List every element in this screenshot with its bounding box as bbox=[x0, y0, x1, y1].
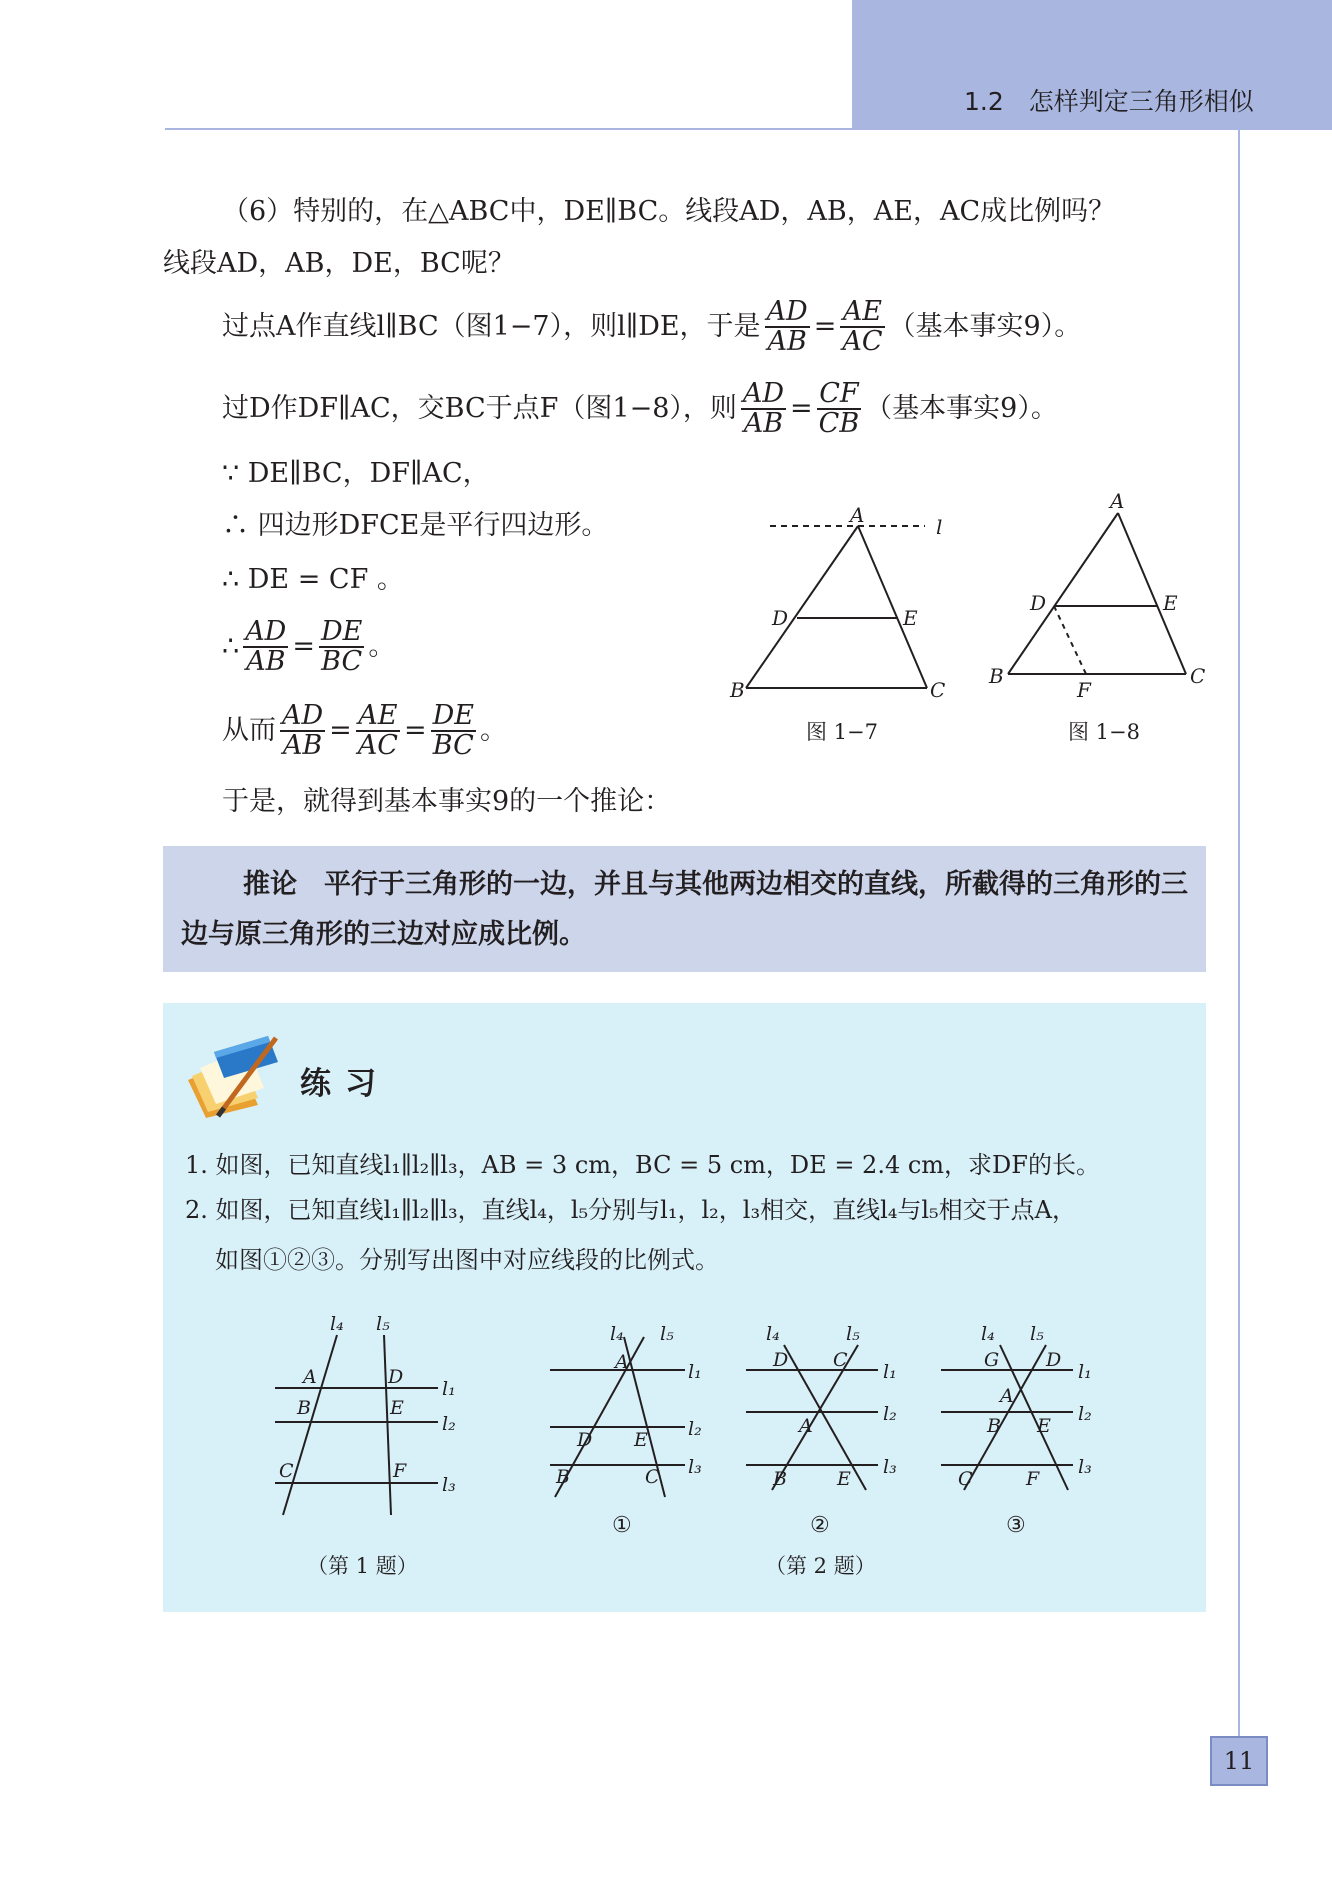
figure-1-7-1-8 bbox=[700, 480, 1230, 750]
section-title: 1.2 怎样判定三角形相似 bbox=[964, 87, 1254, 116]
line-basic-fact-1: 过点A作直线l∥BC（图1−7），则l∥DE，于是 $\frac{AD}{AB}$ = $\frac{AE}{AC}$ （基本事实9）。 bbox=[222, 296, 1082, 358]
q6-line2: 线段AD，AB，DE，BC呢？ bbox=[163, 248, 515, 279]
svg-text:E: E bbox=[837, 1468, 851, 1490]
line-de-eq-cf: ∴ DE = CF 。 bbox=[222, 564, 404, 595]
figure-1-7-caption: 图 1−7 bbox=[806, 720, 878, 744]
svg-text:l₄: l₄ bbox=[981, 1323, 995, 1345]
svg-text:D: D bbox=[388, 1366, 404, 1388]
header-rule bbox=[165, 128, 853, 130]
fraction: $\frac{AE}{AC}$ bbox=[357, 700, 398, 762]
notebook-pencil-icon bbox=[178, 1030, 288, 1120]
fraction: $\frac{AD}{AB}$ bbox=[742, 378, 785, 440]
sub-figure-2-label: ② bbox=[810, 1513, 830, 1538]
label-d: D bbox=[772, 606, 789, 630]
line-corollary-intro: 于是，就得到基本事实9的一个推论： bbox=[222, 786, 672, 817]
svg-text:l₁: l₁ bbox=[1078, 1361, 1092, 1383]
margin-rule bbox=[1238, 130, 1240, 1755]
line-l5-fig1 bbox=[384, 1335, 391, 1515]
svg-text:C: C bbox=[958, 1468, 973, 1490]
svg-text:C: C bbox=[645, 1466, 660, 1488]
fraction: $\frac{AE}{AC}$ bbox=[842, 296, 883, 358]
svg-text:F: F bbox=[1026, 1468, 1040, 1490]
label-c-2: C bbox=[1190, 664, 1206, 688]
svg-text:l₃: l₃ bbox=[688, 1456, 702, 1478]
svg-text:E: E bbox=[390, 1397, 404, 1419]
label-e-2: E bbox=[1163, 591, 1178, 615]
exercise-q2-line1: 2. 如图，已知直线l₁∥l₂∥l₃，直线l₄，l₅分别与l₁，l₂，l₃相交，直线l₄与l₅相交于点A， bbox=[185, 1196, 1076, 1224]
svg-text:A: A bbox=[1000, 1385, 1014, 1407]
svg-text:l₂: l₂ bbox=[883, 1403, 897, 1425]
exercise-q1: 1. 如图，已知直线l₁∥l₂∥l₃，AB = 3 cm，BC = 5 cm，DE = 2.4 cm，求DF的长。 bbox=[185, 1151, 1100, 1179]
svg-text:A: A bbox=[303, 1366, 317, 1388]
svg-text:G: G bbox=[984, 1349, 1000, 1371]
exercise-q2-line2: 如图①②③。分别写出图中对应线段的比例式。 bbox=[215, 1246, 719, 1274]
page-number: 11 bbox=[1210, 1736, 1268, 1786]
label-l: l bbox=[936, 515, 943, 539]
q6-line1: （6）特别的，在△ABC中，DE∥BC。线段AD，AB，AE，AC成比例吗？ bbox=[222, 196, 1116, 227]
svg-text:l₂: l₂ bbox=[1078, 1403, 1092, 1425]
svg-text:l₁: l₁ bbox=[442, 1378, 456, 1400]
label-e: E bbox=[903, 606, 918, 630]
corollary-box bbox=[163, 846, 1206, 972]
svg-text:l₄: l₄ bbox=[766, 1323, 780, 1345]
svg-text:l₅: l₅ bbox=[376, 1313, 390, 1335]
sub-figure-1-label: ① bbox=[612, 1513, 632, 1538]
segment-df-dashed bbox=[1054, 606, 1086, 674]
svg-text:l₁: l₁ bbox=[688, 1361, 702, 1383]
svg-text:D: D bbox=[577, 1429, 593, 1451]
svg-text:D: D bbox=[1046, 1349, 1062, 1371]
svg-text:B: B bbox=[297, 1397, 311, 1419]
svg-text:l₄: l₄ bbox=[330, 1313, 344, 1335]
svg-text:C: C bbox=[833, 1349, 848, 1371]
exercise-diagrams bbox=[260, 1305, 1120, 1555]
svg-text:l₃: l₃ bbox=[1078, 1456, 1092, 1478]
svg-text:l₁: l₁ bbox=[883, 1361, 897, 1383]
svg-text:E: E bbox=[1037, 1415, 1051, 1437]
svg-text:l₂: l₂ bbox=[442, 1413, 456, 1435]
figure-q2-caption: （第 2 题） bbox=[765, 1554, 876, 1578]
fraction: $\frac{AD}{AB}$ bbox=[766, 296, 808, 358]
label-a: A bbox=[850, 503, 865, 527]
corollary-text: 推论 平行于三角形的一边，并且与其他两边相交的直线，所截得的三角形的三边与原三角形的三边对应成比例。 bbox=[181, 869, 1188, 950]
fraction: $\frac{DE}{BC}$ bbox=[432, 700, 474, 762]
segment-ab-2 bbox=[1008, 513, 1118, 674]
svg-text:D: D bbox=[773, 1349, 789, 1371]
svg-text:B: B bbox=[987, 1415, 1001, 1437]
svg-text:l₂: l₂ bbox=[688, 1418, 702, 1440]
sub-figure-3-label: ③ bbox=[1006, 1513, 1026, 1538]
fraction: $\frac{AD}{AB}$ bbox=[245, 616, 287, 678]
fraction: $\frac{AD}{AB}$ bbox=[282, 700, 324, 762]
svg-text:l₄: l₄ bbox=[610, 1323, 624, 1345]
label-b-2: B bbox=[989, 664, 1004, 688]
exercise-title: 练习 bbox=[300, 1066, 390, 1102]
figure-q1-caption: （第 1 题） bbox=[307, 1554, 418, 1578]
line-ratio-2: 从而 $\frac{AD}{AB}$ = $\frac{AE}{AC}$ = $\frac{DE}{BC}$ 。 bbox=[222, 700, 507, 762]
label-a-2: A bbox=[1110, 489, 1125, 513]
label-f-2: F bbox=[1077, 678, 1091, 702]
svg-text:C: C bbox=[279, 1460, 294, 1482]
label-c: C bbox=[930, 678, 946, 702]
segment-ab bbox=[746, 526, 858, 688]
line-because: ∵ DE∥BC，DF∥AC， bbox=[222, 458, 490, 489]
label-b: B bbox=[730, 678, 745, 702]
label-d-2: D bbox=[1030, 591, 1047, 615]
line-l4-sub2 bbox=[784, 1345, 866, 1490]
svg-text:l₅: l₅ bbox=[1030, 1323, 1044, 1345]
line-l4-fig1 bbox=[283, 1335, 337, 1515]
svg-text:l₅: l₅ bbox=[846, 1323, 860, 1345]
figure-1-8-caption: 图 1−8 bbox=[1068, 720, 1140, 744]
fraction: $\frac{DE}{BC}$ bbox=[320, 616, 363, 678]
svg-text:B: B bbox=[773, 1468, 787, 1490]
fraction: $\frac{CF}{CB}$ bbox=[818, 378, 860, 440]
line-parallelogram: ∴ 四边形DFCE是平行四边形。 bbox=[222, 510, 609, 541]
svg-text:B: B bbox=[556, 1466, 570, 1488]
svg-text:l₃: l₃ bbox=[883, 1456, 897, 1478]
line-basic-fact-2: 过D作DF∥AC，交BC于点F（图1−8），则 $\frac{AD}{AB}$ = $\frac{CF}{CB}$ （基本事实9）。 bbox=[222, 378, 1058, 440]
svg-text:F: F bbox=[393, 1460, 407, 1482]
svg-text:E: E bbox=[634, 1429, 648, 1451]
svg-text:l₅: l₅ bbox=[660, 1323, 674, 1345]
svg-text:A: A bbox=[799, 1415, 813, 1437]
svg-text:A: A bbox=[615, 1351, 629, 1373]
line-ratio-1: ∴ $\frac{AD}{AB}$ = $\frac{DE}{BC}$ 。 bbox=[222, 616, 396, 678]
svg-text:l₃: l₃ bbox=[442, 1474, 456, 1496]
